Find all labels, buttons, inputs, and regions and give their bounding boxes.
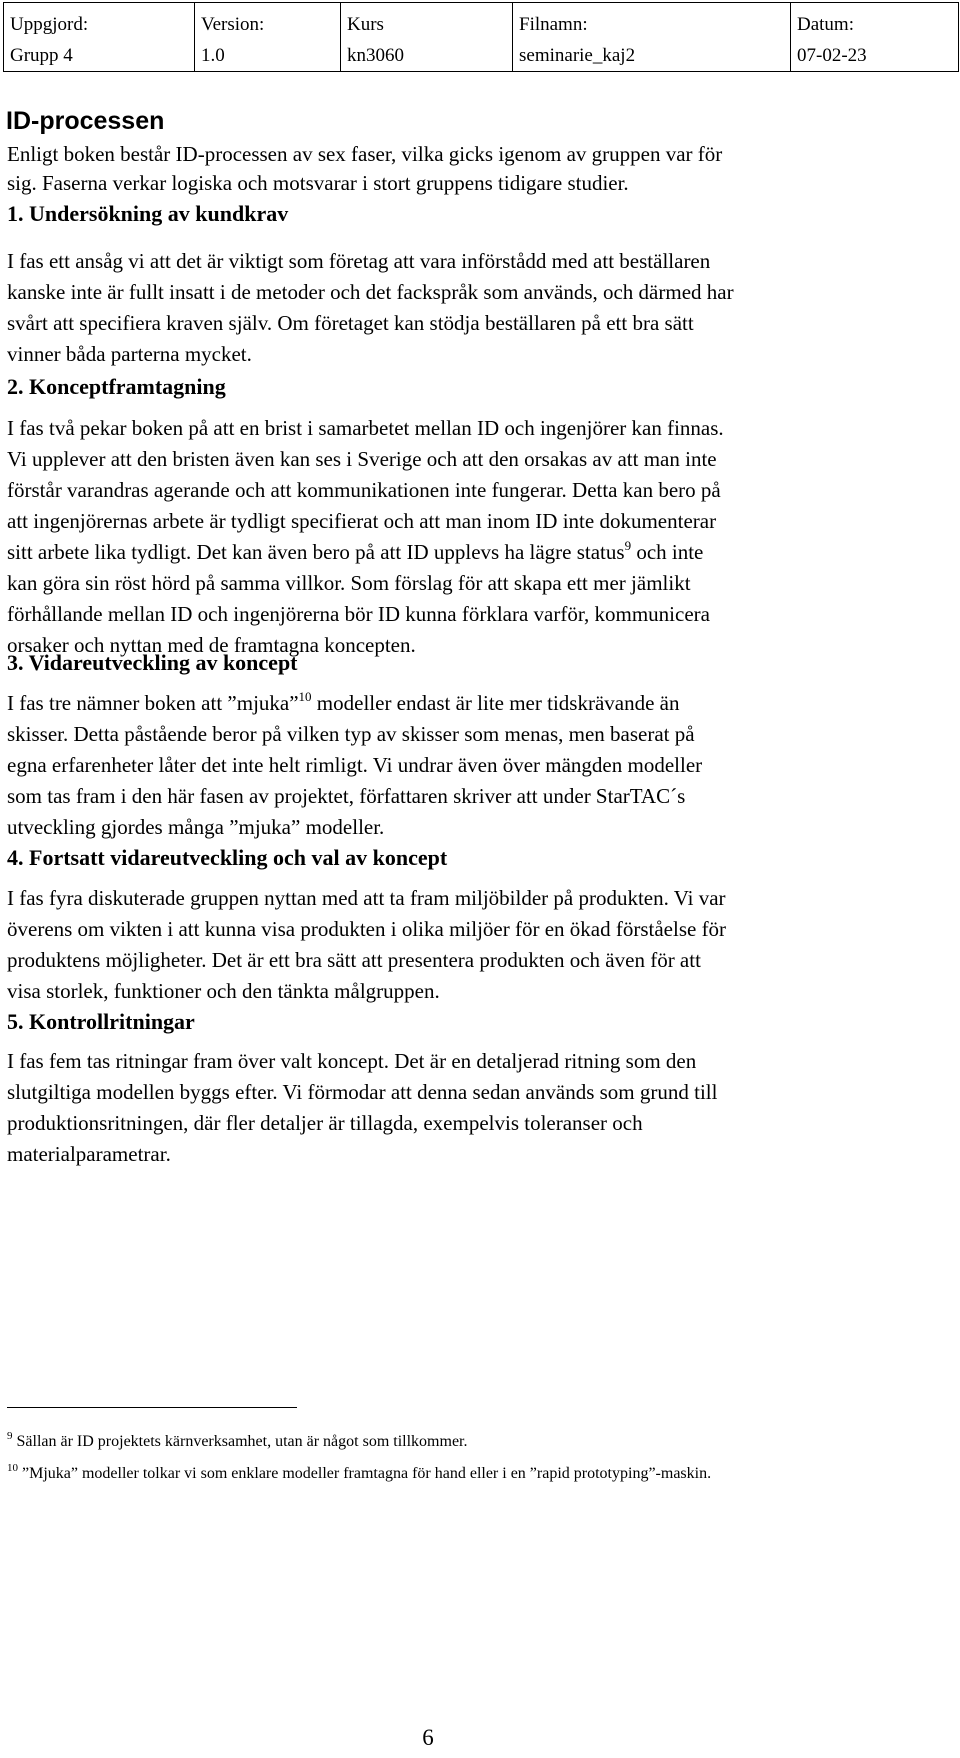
text-line: I fas två pekar boken på att en brist i samarbetet mellan ID och ingenjörer kan finnas. (7, 416, 724, 440)
section-heading-1: 1. Undersökning av kundkrav (7, 201, 289, 226)
section-body-3 (7, 688, 957, 843)
text-line: slutgiltiga modellen byggs efter. Vi förmodar att denna sedan används som grund till (7, 1080, 718, 1104)
text-line: orsaker och nyttan med de framtagna koncepten. (7, 633, 416, 657)
header-cell-author (4, 3, 195, 72)
footnote-separator (7, 1407, 297, 1408)
text-line: vinner båda parterna mycket. (7, 342, 252, 366)
text-line: överens om vikten i att kunna visa produkten i olika miljöer för en ökad förståelse för (7, 917, 727, 941)
text-line: produktens möjligheter. Det är ett bra sätt att presentera produkten och även för att (7, 948, 701, 972)
text-line: visa storlek, funktioner och den tänkta målgruppen. (7, 979, 440, 1003)
footnote-9 (7, 1432, 468, 1452)
intro-paragraph (7, 139, 957, 197)
section-body-5 (7, 1046, 957, 1170)
section-heading-5: 5. Kontrollritningar (7, 1009, 195, 1034)
text-line: kan göra sin röst hörd på samma villkor. Som förslag för att skapa ett mer jämlikt (7, 571, 691, 595)
footnote-ref-9[interactable]: 9 (624, 538, 632, 553)
header-label: Uppgjord: (10, 14, 89, 35)
footnote-ref-10[interactable]: 10 (298, 689, 312, 704)
header-cell-course (341, 3, 513, 72)
text-line: produktionsritningen, där fler detaljer är tillagda, exempelvis toleranser och (7, 1111, 643, 1135)
text-segment: och inte (631, 540, 704, 564)
text-line: som tas fram i den här fasen av projektet, författaren skriver att under StarTAC´s (7, 784, 686, 808)
page-title: ID-processen (6, 107, 165, 135)
text-line: materialparametrar. (7, 1142, 171, 1166)
text-line: egna erfarenheter låter det inte helt rimligt. Vi undrar även över mängden modeller (7, 753, 703, 777)
header-label: Datum: (797, 14, 854, 35)
header-value: 1.0 (201, 45, 225, 66)
document-header-table (3, 2, 959, 72)
footnote-number: 10 (7, 1462, 18, 1474)
text-line: Vi upplever att den bristen även kan ses i Sverige och att den orsakas av att man inte (7, 447, 717, 471)
section-heading-2: 2. Konceptframtagning (7, 374, 226, 399)
header-cell-filename (513, 3, 791, 72)
header-label: Kurs (347, 14, 384, 35)
header-value: kn3060 (347, 45, 404, 66)
text-line-with-footnote (7, 537, 957, 568)
section-heading-3: 3. Vidareutveckling av koncept (7, 650, 298, 675)
text-line: I fas fem tas ritningar fram över valt koncept. Det är en detaljerad ritning som den (7, 1049, 697, 1073)
footnote-number: 9 (7, 1430, 13, 1442)
text-line: Enligt boken består ID-processen av sex faser, vilka gicks igenom av gruppen var för (7, 142, 723, 166)
text-segment: modeller endast är lite mer tidskrävande än (311, 691, 680, 715)
header-value: 07-02-23 (797, 45, 867, 66)
footnote-text: ”Mjuka” modeller tolkar vi som enklare modeller framtagna för hand eller i en ”rapid prototyping”-maskin. (18, 1465, 712, 1482)
text-line: att ingenjörernas arbete är tydligt specifierat och att man inom ID inte dokumenterar (7, 509, 717, 533)
text-line-with-footnote (7, 688, 957, 719)
footnote-10 (7, 1464, 711, 1484)
text-line: svårt att specifiera kraven själv. Om företaget kan stödja beställaren på ett bra sätt (7, 311, 694, 335)
text-line: förhållande mellan ID och ingenjörerna bör ID kunna förklara varför, kommunicera (7, 602, 710, 626)
footnote-text: Sällan är ID projektets kärnverksamhet, utan är något som tillkommer. (12, 1433, 468, 1450)
page-number: 6 (422, 1725, 434, 1750)
text-segment: sitt arbete lika tydligt. Det kan även bero på att ID upplevs ha lägre status (7, 540, 625, 564)
header-label: Filnamn: (519, 14, 588, 35)
header-value: Grupp 4 (10, 45, 73, 66)
header-label: Version: (201, 14, 265, 35)
text-line: I fas fyra diskuterade gruppen nyttan med att ta fram miljöbilder på produkten. Vi var (7, 886, 726, 910)
text-line: skisser. Detta påstående beror på vilken typ av skisser som menas, men baserat på (7, 722, 695, 746)
header-cell-date (791, 3, 959, 72)
text-line: I fas ett ansåg vi att det är viktigt som företag att vara införstådd med att beställaren (7, 249, 711, 273)
text-segment: I fas tre nämner boken att ”mjuka” (7, 691, 299, 715)
section-heading-4: 4. Fortsatt vidareutveckling och val av koncept (7, 845, 448, 870)
header-value: seminarie_kaj2 (519, 45, 636, 66)
section-body-1 (7, 246, 957, 370)
section-body-2 (7, 413, 957, 661)
section-body-4 (7, 883, 957, 1007)
text-line: sig. Faserna verkar logiska och motsvarar i stort gruppens tidigare studier. (7, 171, 629, 195)
header-cell-version (195, 3, 341, 72)
text-line: kanske inte är fullt insatt i de metoder och det fackspråk som används, och därmed har (7, 280, 734, 304)
text-line: förstår varandras agerande och att kommunikationen inte fungerar. Detta kan bero på (7, 478, 721, 502)
text-line: utveckling gjordes många ”mjuka” modeller. (7, 815, 385, 839)
